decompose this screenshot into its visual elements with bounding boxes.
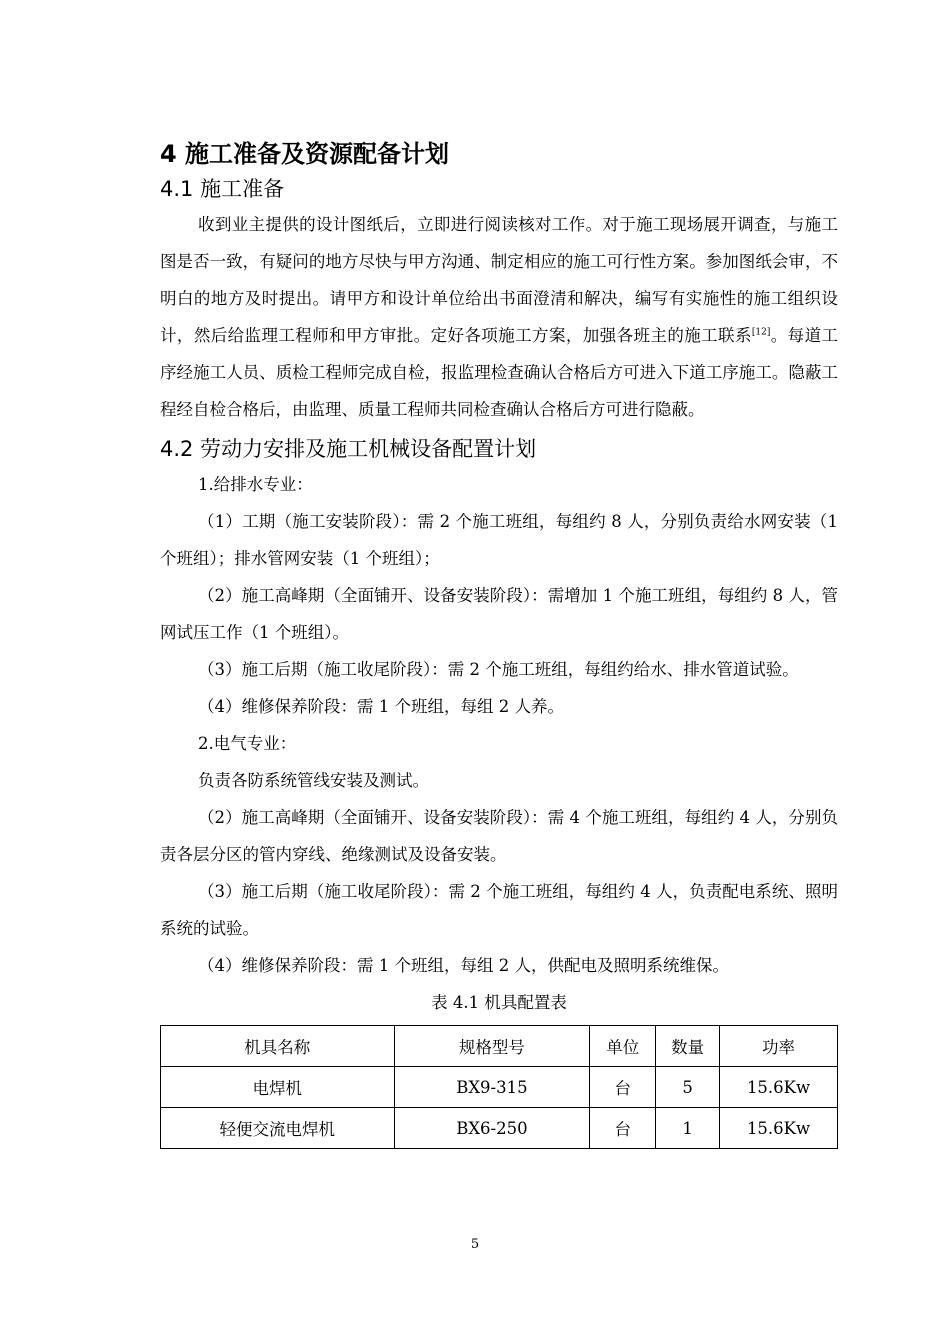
page-content <box>160 138 838 1149</box>
list-item: 2.电气专业： <box>198 734 297 753</box>
table-cell: BX9-315 <box>394 1067 590 1108</box>
table-header-row <box>161 1026 838 1067</box>
list-item: （3）施工后期（施工收尾阶段）：需 2 个施工班组，每组约 4 人，负责配电系统、照明系统的试验。 <box>160 882 838 938</box>
table-header-cell: 功率 <box>720 1026 838 1067</box>
table-row <box>161 1067 838 1108</box>
section-4-1-paragraph <box>160 206 838 428</box>
table-cell: BX6-250 <box>394 1108 590 1149</box>
paragraph-text-part-1: 收到业主提供的设计图纸后，立即进行阅读核对工作。对于施工现场展开调查，与施工图是否一致，有疑问的地方尽快与甲方沟通、制定相应的施工可行性方案。参加图纸会审，不明白的地方及时提出。请甲方和设计单位给出书面澄清和解决，编写有实施性的施工组织设计，然后给监理工程师和甲方审批。定好各项施工方案，加强各班主的施工联系 <box>160 215 838 345</box>
table-caption: 表 4.1 机具配置表 <box>431 993 567 1012</box>
list-item: （4）维修保养阶段：需 1 个班组，每组 2 人养。 <box>198 697 564 716</box>
list-item: （1）工期（施工安装阶段）：需 2 个施工班组，每组约 8 人，分别负责给水网安装（1 个班组）；排水管网安装（1 个班组）； <box>160 512 838 568</box>
table-header-cell: 规格型号 <box>394 1026 590 1067</box>
equipment-table <box>160 1025 838 1149</box>
list-item: 1.给排水专业： <box>198 475 313 494</box>
table-cell: 15.6Kw <box>720 1108 838 1149</box>
chapter-heading: 4 施工准备及资源配备计划 <box>160 140 450 168</box>
table-cell: 电焊机 <box>161 1067 395 1108</box>
list-item: （2）施工高峰期（全面铺开、设备安装阶段）：需增加 1 个施工班组，每组约 8 人，管网试压工作（1 个班组）。 <box>160 586 838 642</box>
table-header-cell: 单位 <box>590 1026 656 1067</box>
list-item: 负责各防系统管线安装及测试。 <box>198 771 429 790</box>
table-cell: 台 <box>590 1108 656 1149</box>
paragraph-text-part-2: 。每道工序经施工人员、质检工程师完成自检，报监理检查确认合格后方可进入下道工序施工。隐蔽工程经自检合格后，由监理、质量工程师共同检查确认合格后方可进行隐蔽。 <box>160 326 839 419</box>
list-item: （3）施工后期（施工收尾阶段）：需 2 个施工班组，每组约给水、排水管道试验。 <box>198 660 799 679</box>
table-header-cell: 数量 <box>656 1026 720 1067</box>
page-number: 5 <box>470 1237 480 1252</box>
table-cell: 台 <box>590 1067 656 1108</box>
list-item: （4）维修保养阶段：需 1 个班组，每组 2 人，供配电及照明系统维保。 <box>198 956 729 975</box>
section-heading-4-2: 4.2 劳动力安排及施工机械设备配置计划 <box>160 437 537 461</box>
citation-reference: [12] <box>751 327 771 338</box>
table-cell: 轻便交流电焊机 <box>161 1108 395 1149</box>
table-cell: 5 <box>656 1067 720 1108</box>
table-row <box>161 1108 838 1149</box>
list-item: （2）施工高峰期（全面铺开、设备安装阶段）：需 4 个施工班组，每组约 4 人，分别负责各层分区的管内穿线、绝缘测试及设备安装。 <box>160 808 838 864</box>
table-cell: 15.6Kw <box>720 1067 838 1108</box>
table-header-cell: 机具名称 <box>161 1026 395 1067</box>
section-heading-4-1: 4.1 施工准备 <box>160 177 285 201</box>
table-cell: 1 <box>656 1108 720 1149</box>
